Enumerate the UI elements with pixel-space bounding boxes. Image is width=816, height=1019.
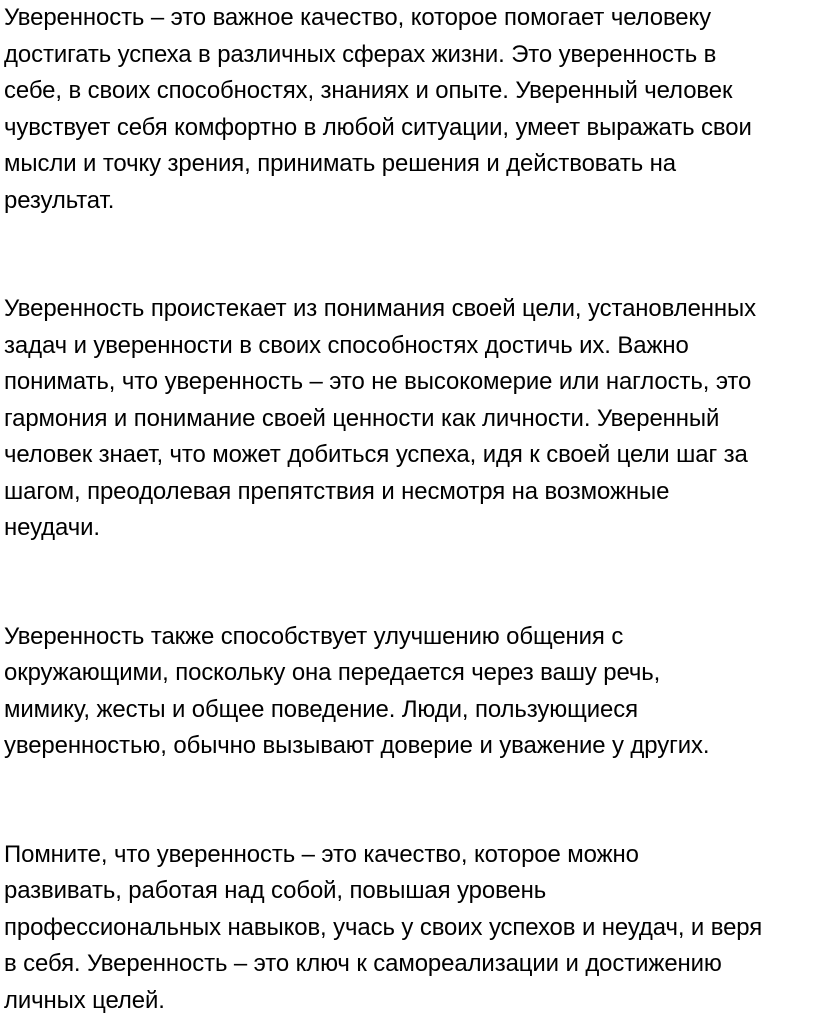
text-line: Уверенность проистекает из понимания своей цели, установленных xyxy=(4,295,757,322)
paragraph-3 xyxy=(4,619,812,765)
text-line: гармония и понимание своей ценности как личности. Уверенный xyxy=(4,404,720,432)
text-line: чувствует себя комфортно в любой ситуации, умеет выражать свои xyxy=(4,113,752,141)
text-line: уверенностью, обычно вызывают доверие и уважение у других. xyxy=(4,732,710,759)
paragraph-2 xyxy=(4,291,812,547)
text-line: развивать, работая над собой, повышая уровень xyxy=(4,877,547,904)
text-line: в себя. Уверенность – это ключ к самореализации и достижению xyxy=(4,950,722,977)
text-line: Уверенность также способствует улучшению общения с xyxy=(4,622,624,650)
text-line: Помните, что уверенность – это качество, которое можно xyxy=(4,840,639,868)
text-line: профессиональных навыков, учась у своих успехов и неудач, и веря xyxy=(4,913,763,941)
text-line: себе, в своих способностях, знаниях и опыте. Уверенный человек xyxy=(4,77,733,104)
text-line: достигать успеха в различных сферах жизни. Это уверенность в xyxy=(4,40,717,68)
text-line: задач и уверенности в своих способностях достичь их. Важно xyxy=(4,331,689,359)
text-line: Уверенность – это важное качество, которое помогает человеку xyxy=(4,4,712,31)
text-line: человек знает, что может добиться успеха, идя к своей цели шаг за xyxy=(4,441,748,468)
text-line: личных целей. xyxy=(4,986,165,1014)
document-body xyxy=(4,0,812,1019)
text-line: результат. xyxy=(4,186,115,214)
text-line: неудачи. xyxy=(4,514,100,541)
paragraph-4 xyxy=(4,837,812,1019)
text-line: мысли и точку зрения, принимать решения и действовать на xyxy=(4,150,676,177)
text-line: понимать, что уверенность – это не высокомерие или наглость, это xyxy=(4,368,752,395)
paragraph-1 xyxy=(4,0,812,219)
text-line: окружающими, поскольку она передается через вашу речь, xyxy=(4,659,661,686)
text-line: шагом, преодолевая препятствия и несмотря на возможные xyxy=(4,477,670,505)
text-line: мимику, жесты и общее поведение. Люди, пользующиеся xyxy=(4,695,638,723)
